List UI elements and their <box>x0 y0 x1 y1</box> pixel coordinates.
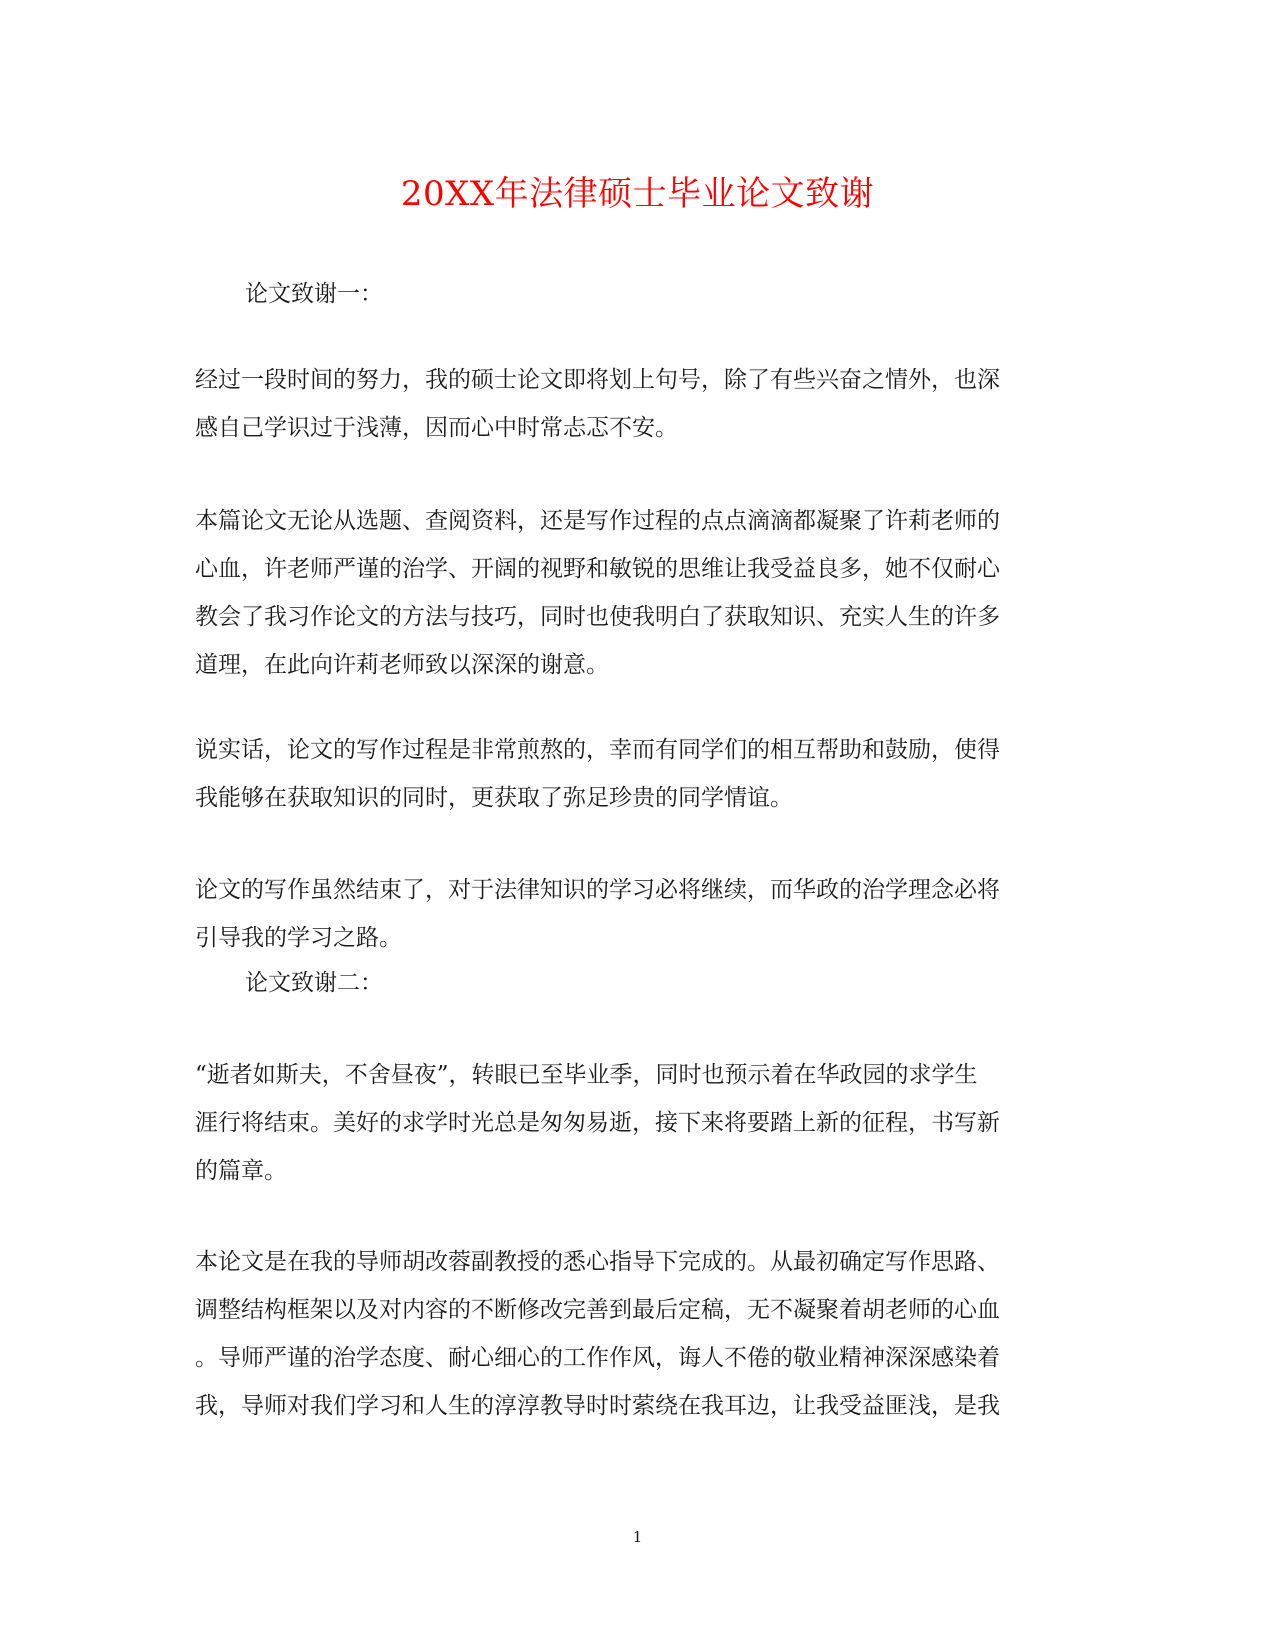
paragraph-line: 引导我的学习之路。 <box>195 925 402 951</box>
paragraph-line: 道理，在此向许莉老师致以深深的谢意。 <box>195 652 609 678</box>
paragraph-line: 涯行将结束。美好的求学时光总是匆匆易逝，接下来将要踏上新的征程，书写新 <box>195 1110 1000 1136</box>
paragraph-line: 经过一段时间的努力，我的硕士论文即将划上句号，除了有些兴奋之情外，也深 <box>195 367 1000 393</box>
paragraph-line: 的篇章。 <box>195 1158 287 1184</box>
paragraph-line: “逝者如斯夫，不舍昼夜”，转眼已至毕业季，同时也预示着在华政园的求学生 <box>195 1062 978 1088</box>
paragraph <box>195 1051 1085 1195</box>
paragraph-line: 本论文是在我的导师胡改蓉副教授的悉心指导下完成的。从最初确定写作思路、 <box>195 1249 1000 1275</box>
paragraph-line: 。导师严谨的治学态度、耐心细心的工作作风，诲人不倦的敬业精神深深感染着 <box>195 1345 1000 1371</box>
section-heading-1: 论文致谢一： <box>245 281 383 307</box>
paragraph <box>195 866 1085 962</box>
paragraph-line: 教会了我习作论文的方法与技巧，同时也使我明白了获取知识、充实人生的许多 <box>195 604 1000 630</box>
paragraph-line: 说实话，论文的写作过程是非常煎熬的，幸而有同学们的相互帮助和鼓励，使得 <box>195 737 1000 763</box>
document-title: 20XX年法律硕士毕业论文致谢 <box>400 174 875 214</box>
paragraph-line: 论文的写作虽然结束了，对于法律知识的学习必将继续，而华政的治学理念必将 <box>195 877 1000 903</box>
paragraph-line: 感自己学识过于浅薄，因而心中时常忐忑不安。 <box>195 415 678 441</box>
paragraph-line: 调整结构框架以及对内容的不断修改完善到最后定稿，无不凝聚着胡老师的心血 <box>195 1297 1000 1323</box>
page-number: 1 <box>632 1528 643 1546</box>
paragraph <box>195 497 1085 689</box>
paragraph-line: 本篇论文无论从选题、查阅资料，还是写作过程的点点滴滴都凝聚了许莉老师的 <box>195 508 1000 534</box>
paragraph <box>195 1238 1085 1430</box>
paragraph-line: 我能够在获取知识的同时，更获取了弥足珍贵的同学情谊。 <box>195 785 793 811</box>
paragraph <box>195 356 1085 452</box>
paragraph-line: 我，导师对我们学习和人生的淳淳教导时时萦绕在我耳边，让我受益匪浅，是我 <box>195 1393 1000 1419</box>
paragraph-line: 心血，许老师严谨的治学、开阔的视野和敏锐的思维让我受益良多，她不仅耐心 <box>195 556 1000 582</box>
paragraph <box>195 726 1085 822</box>
section-heading-2: 论文致谢二： <box>245 970 383 996</box>
